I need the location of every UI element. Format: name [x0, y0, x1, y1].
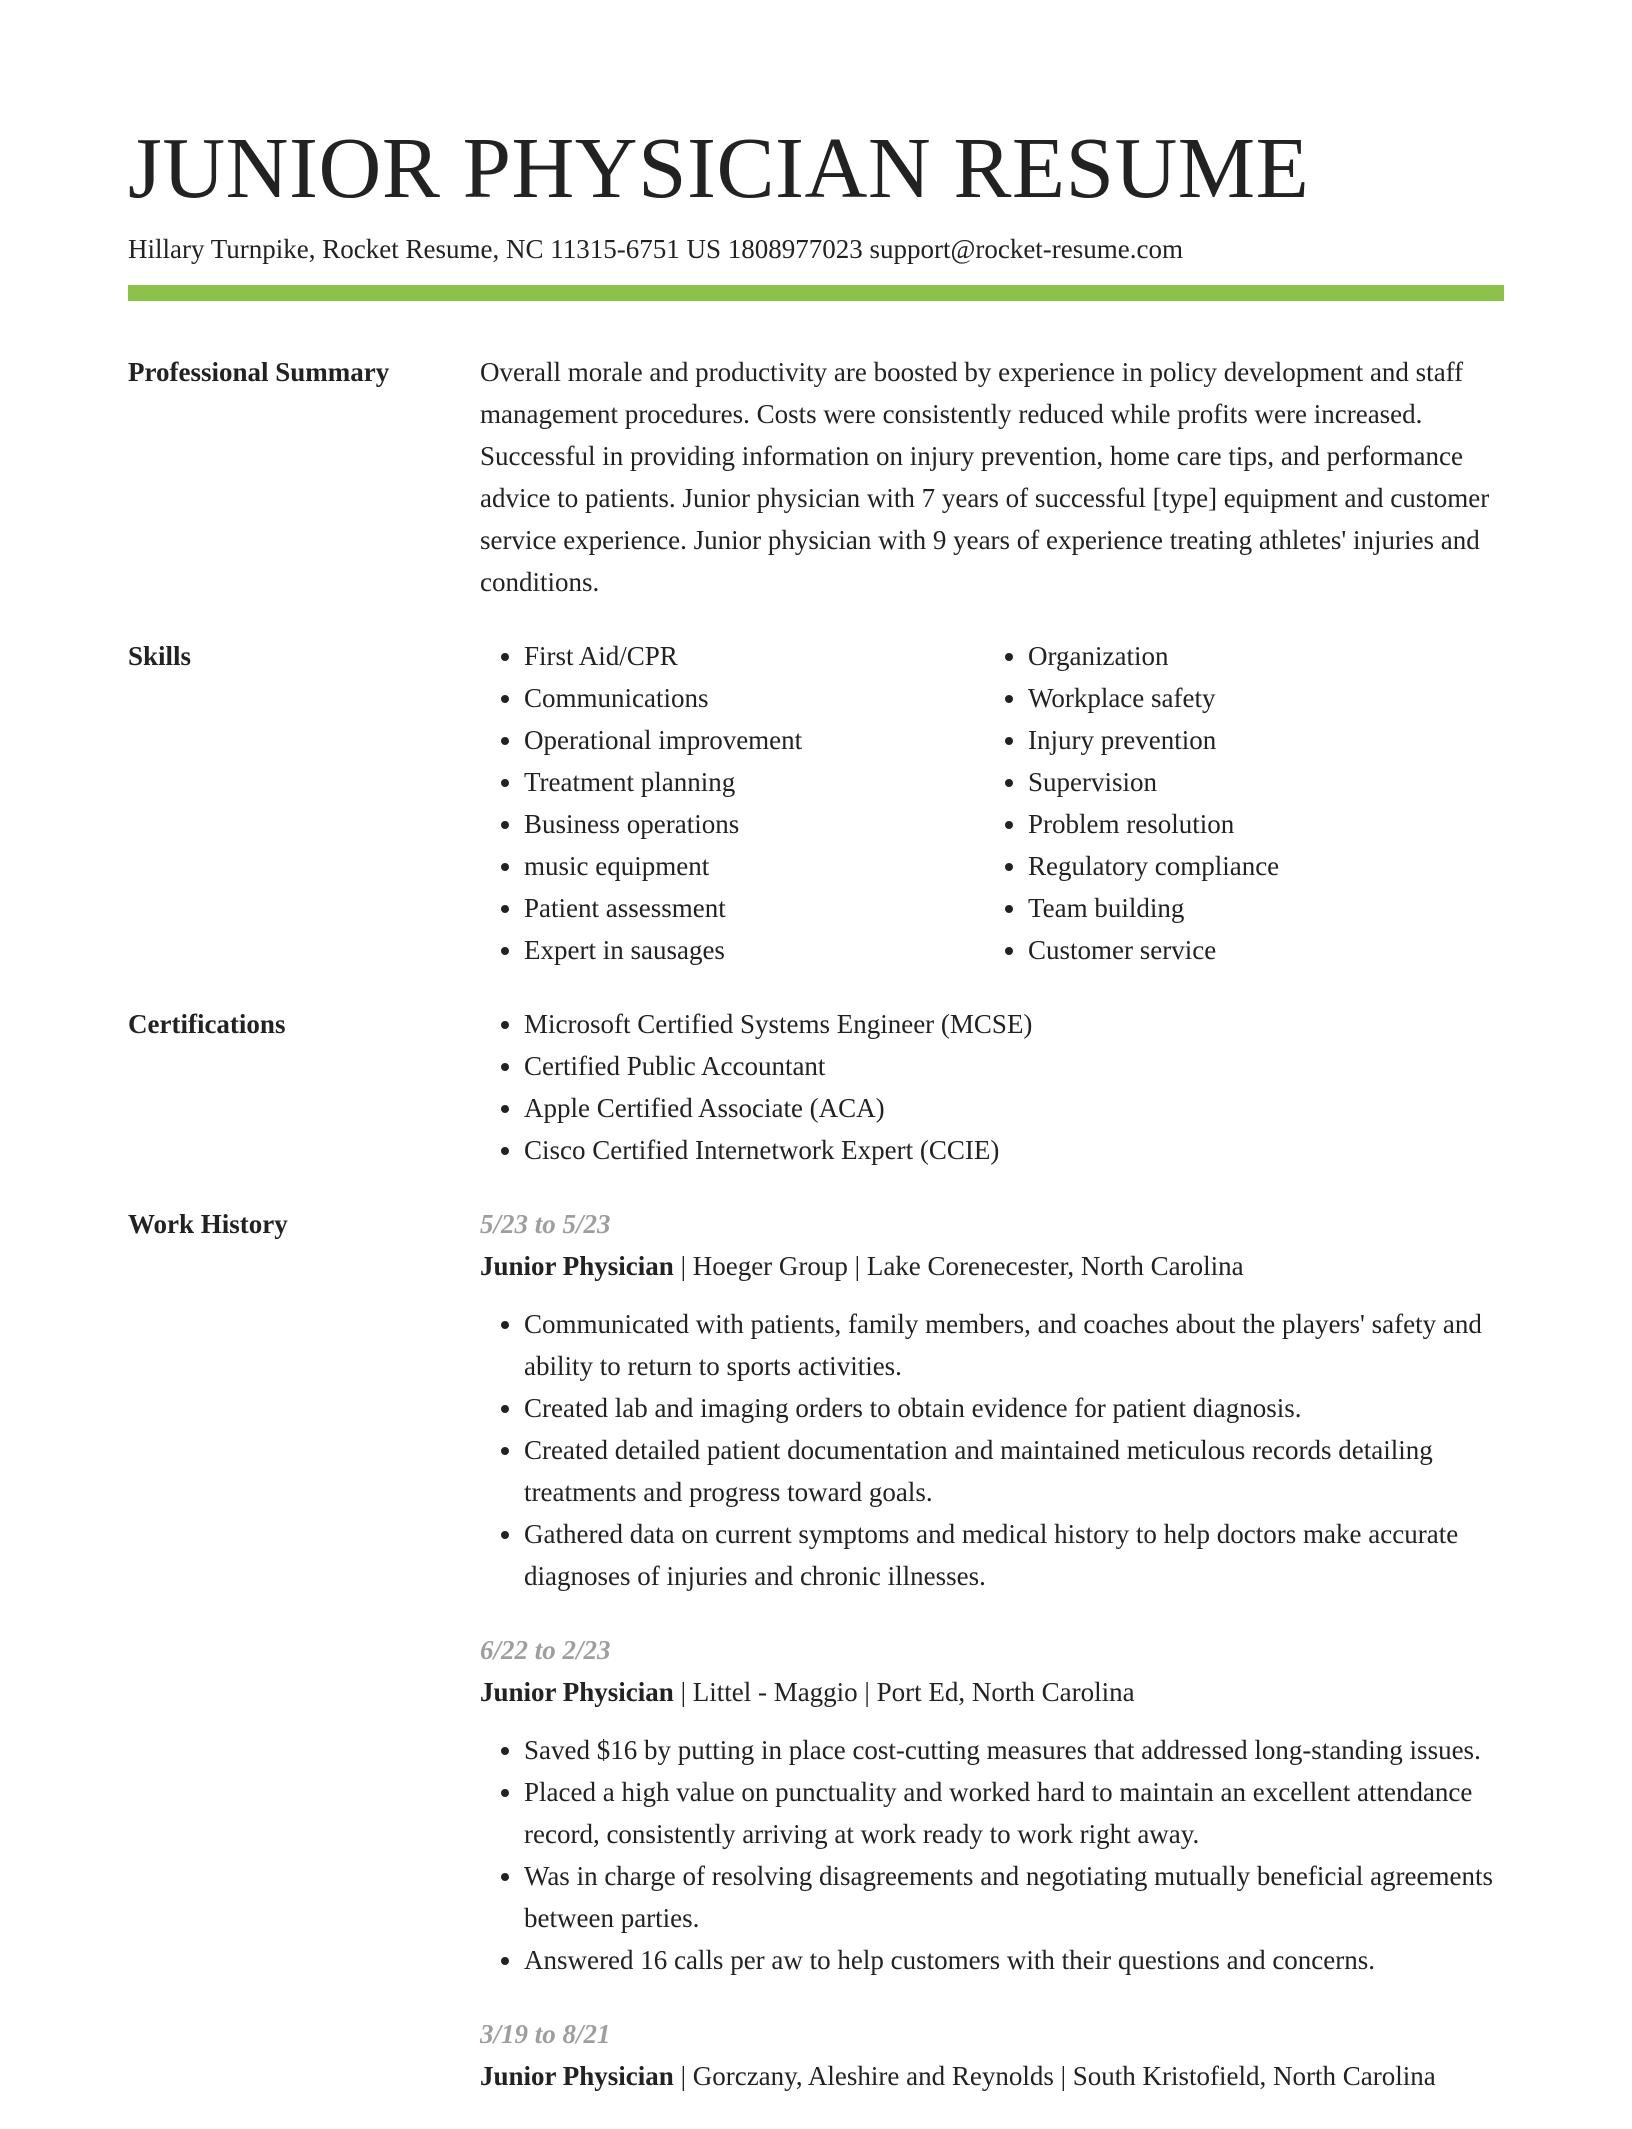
- skills-list-right: [984, 635, 1488, 971]
- section-label: Skills: [128, 641, 192, 671]
- skills-section: [128, 635, 1504, 971]
- skill-item: • Team building: [1028, 887, 1488, 929]
- job-dates: 3/19 to 8/21: [480, 2019, 611, 2049]
- summary-text: Overall morale and productivity are boosted by experience in policy development and staff management procedures. Costs were consistently reduced while profits were increased. Successful in providing information on injury prevention, home care tips, and performance advice to patients. Junior physician with 7 years of successful [type] equipment and customer service experience. Junior physician with 9 years of experience treating athletes' injuries and conditions.: [480, 357, 1490, 597]
- skill-item: • Business operations: [524, 803, 984, 845]
- skill-item: • Communications: [524, 677, 984, 719]
- job-bullet: • Created detailed patient documentation and maintained meticulous records detailing treatments and progress toward goals.: [524, 1429, 1504, 1513]
- section-label: Certifications: [128, 1009, 286, 1039]
- job-heading: [480, 1671, 1504, 1713]
- job-entry: [480, 2013, 1504, 2097]
- job-bullets: [480, 1729, 1504, 1981]
- job-title: Junior Physician: [480, 1677, 674, 1707]
- certification-item: • Cisco Certified Internetwork Expert (CCIE): [524, 1129, 1504, 1171]
- job-dates: 6/22 to 2/23: [480, 1635, 611, 1665]
- job-bullets: [480, 1303, 1504, 1597]
- job-bullet: • Answered 16 calls per aw to help customers with their questions and concerns.: [524, 1939, 1504, 1981]
- certification-item: • Certified Public Accountant: [524, 1045, 1504, 1087]
- job-bullet: • Placed a high value on punctuality and worked hard to maintain an excellent attendance record, consistently arriving at work ready to work right away.: [524, 1771, 1504, 1855]
- resume-page: [128, 118, 1504, 2129]
- skill-item: • Treatment planning: [524, 761, 984, 803]
- job-title: Junior Physician: [480, 2061, 674, 2091]
- job-bullet: • Saved $16 by putting in place cost-cutting measures that addressed long-standing issues.: [524, 1729, 1504, 1771]
- skill-item: • First Aid/CPR: [524, 635, 984, 677]
- job-bullet: • Gathered data on current symptoms and medical history to help doctors make accurate diagnoses of injuries and chronic illnesses.: [524, 1513, 1504, 1597]
- skill-item: • Customer service: [1028, 929, 1488, 971]
- skill-item: • Supervision: [1028, 761, 1488, 803]
- skill-item: • Regulatory compliance: [1028, 845, 1488, 887]
- job-details: | Hoeger Group | Lake Corenecester, North Carolina: [673, 1251, 1244, 1281]
- professional-summary-section: [128, 351, 1504, 603]
- job-heading: [480, 2055, 1504, 2097]
- skill-item: • Patient assessment: [524, 887, 984, 929]
- skill-item: • Problem resolution: [1028, 803, 1488, 845]
- work-history-section: [128, 1203, 1504, 2129]
- job-details: | Gorczany, Aleshire and Reynolds | South Kristofield, North Carolina: [673, 2061, 1436, 2091]
- contact-line: Hillary Turnpike, Rocket Resume, NC 11315-6751 US 1808977023 support@rocket-resume.com: [128, 234, 1184, 264]
- certifications-list: [480, 1003, 1504, 1171]
- skill-item: • Operational improvement: [524, 719, 984, 761]
- skill-item: • Injury prevention: [1028, 719, 1488, 761]
- resume-title: JUNIOR PHYSICIAN RESUME: [128, 119, 1310, 216]
- job-bullet: • Created lab and imaging orders to obtain evidence for patient diagnosis.: [524, 1387, 1504, 1429]
- job-details: | Littel - Maggio | Port Ed, North Carolina: [673, 1677, 1135, 1707]
- certification-item: • Apple Certified Associate (ACA): [524, 1087, 1504, 1129]
- job-bullet: • Communicated with patients, family members, and coaches about the players' safety and ability to return to sports activities.: [524, 1303, 1504, 1387]
- job-heading: [480, 1245, 1504, 1287]
- skill-item: • Workplace safety: [1028, 677, 1488, 719]
- skill-item: • music equipment: [524, 845, 984, 887]
- job-bullet: • Was in charge of resolving disagreements and negotiating mutually beneficial agreements between parties.: [524, 1855, 1504, 1939]
- certifications-section: [128, 1003, 1504, 1171]
- skills-list-left: [480, 635, 984, 971]
- skill-item: • Organization: [1028, 635, 1488, 677]
- skill-item: • Expert in sausages: [524, 929, 984, 971]
- job-title: Junior Physician: [480, 1251, 674, 1281]
- job-entry: [480, 1629, 1504, 1981]
- section-label: Professional Summary: [128, 357, 390, 387]
- certification-item: • Microsoft Certified Systems Engineer (MCSE): [524, 1003, 1504, 1045]
- job-dates: 5/23 to 5/23: [480, 1209, 611, 1239]
- job-entry: [480, 1203, 1504, 1597]
- accent-divider: [128, 285, 1504, 301]
- section-label: Work History: [128, 1209, 288, 1239]
